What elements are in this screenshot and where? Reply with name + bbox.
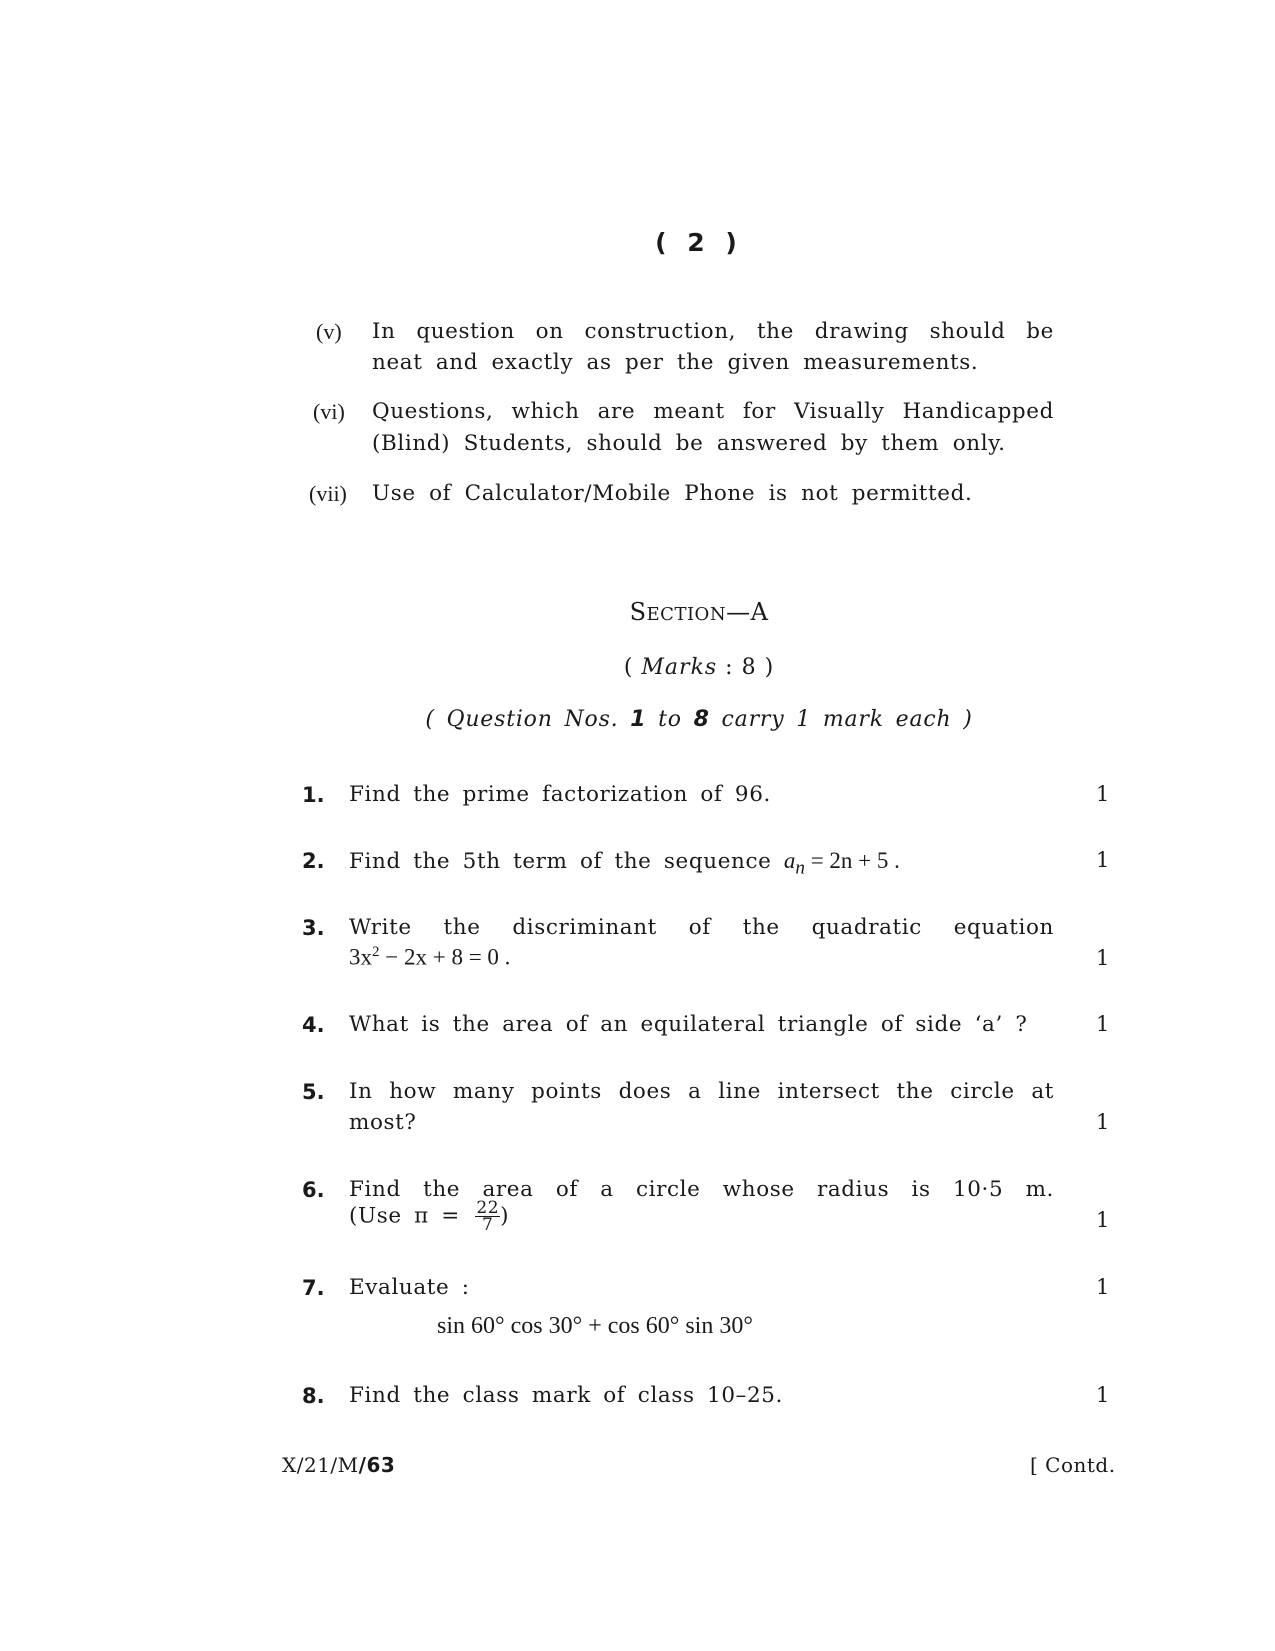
question-text: Find the class mark of class 10–25. <box>349 1383 783 1408</box>
instruction-text: neat and exactly as per the given measurements. <box>372 350 979 375</box>
question-number: 6. <box>302 1178 325 1202</box>
question-marks: 1 <box>1096 946 1110 970</box>
section-title: SECTION—A <box>629 598 769 626</box>
question-text-continued: most? <box>349 1110 417 1135</box>
question-number: 1. <box>302 783 325 807</box>
question-marks: 1 <box>1096 848 1110 872</box>
section-marks: ( Marks : 8 ) <box>623 655 775 680</box>
question-text: Find the area of a circle whose radius is 10·5 m. <box>349 1177 1054 1202</box>
paper-code: X/21/M/63 <box>282 1453 396 1477</box>
continued-label: [ Contd. <box>1030 1453 1116 1477</box>
question-marks: 1 <box>1096 1383 1110 1407</box>
question-number: 5. <box>302 1080 325 1104</box>
question-text: Evaluate : <box>349 1275 470 1300</box>
instruction-label: (vi) <box>313 399 345 424</box>
question-number: 8. <box>302 1384 325 1408</box>
instruction-text: In question on construction, the drawing should be <box>372 319 1054 344</box>
instruction-label: (v) <box>316 319 342 344</box>
instruction-label: (vii) <box>309 481 347 506</box>
question-text-continued: (Use π = $\frac{22}{7}$ ) <box>349 1198 510 1235</box>
question-text: In how many points does a line intersect the circle at <box>349 1079 1054 1104</box>
question-number: 4. <box>302 1013 325 1037</box>
section-note: ( Question Nos. 1 to 8 carry 1 mark each ) <box>425 707 973 732</box>
page-number: ( 2 ) <box>655 228 743 257</box>
question-marks: 1 <box>1096 1275 1110 1299</box>
instruction-text: Use of Calculator/Mobile Phone is not permitted. <box>372 481 973 506</box>
question-marks: 1 <box>1096 782 1110 806</box>
question-number: 3. <box>302 916 325 940</box>
question-number: 7. <box>302 1276 325 1300</box>
question-text: Find the 5th term of the sequence $a_n = 2n + 5$ . <box>349 848 900 879</box>
instruction-text: (Blind) Students, should be answered by them only. <box>372 431 1006 456</box>
fraction: $\frac{22}{7}$ <box>476 1198 500 1235</box>
math-expression: $a_n = 2n + 5$ . <box>783 848 900 879</box>
math-expression: sin 60° cos 30° + cos 60° sin 30° <box>437 1313 753 1339</box>
question-number: 2. <box>302 849 325 873</box>
question-text: What is the area of an equilateral triangle of side ‘a’ ? <box>349 1012 1028 1037</box>
instruction-text: Questions, which are meant for Visually Handicapped <box>372 399 1054 424</box>
question-text: Find the prime factorization of 96. <box>349 782 771 807</box>
question-marks: 1 <box>1096 1110 1110 1134</box>
question-marks: 1 <box>1096 1012 1110 1036</box>
question-marks: 1 <box>1096 1208 1110 1232</box>
question-text: Write the discriminant of the quadratic equation <box>349 915 1054 940</box>
math-expression: $3x^2 - 2x + 8 = 0$ . <box>349 944 511 970</box>
